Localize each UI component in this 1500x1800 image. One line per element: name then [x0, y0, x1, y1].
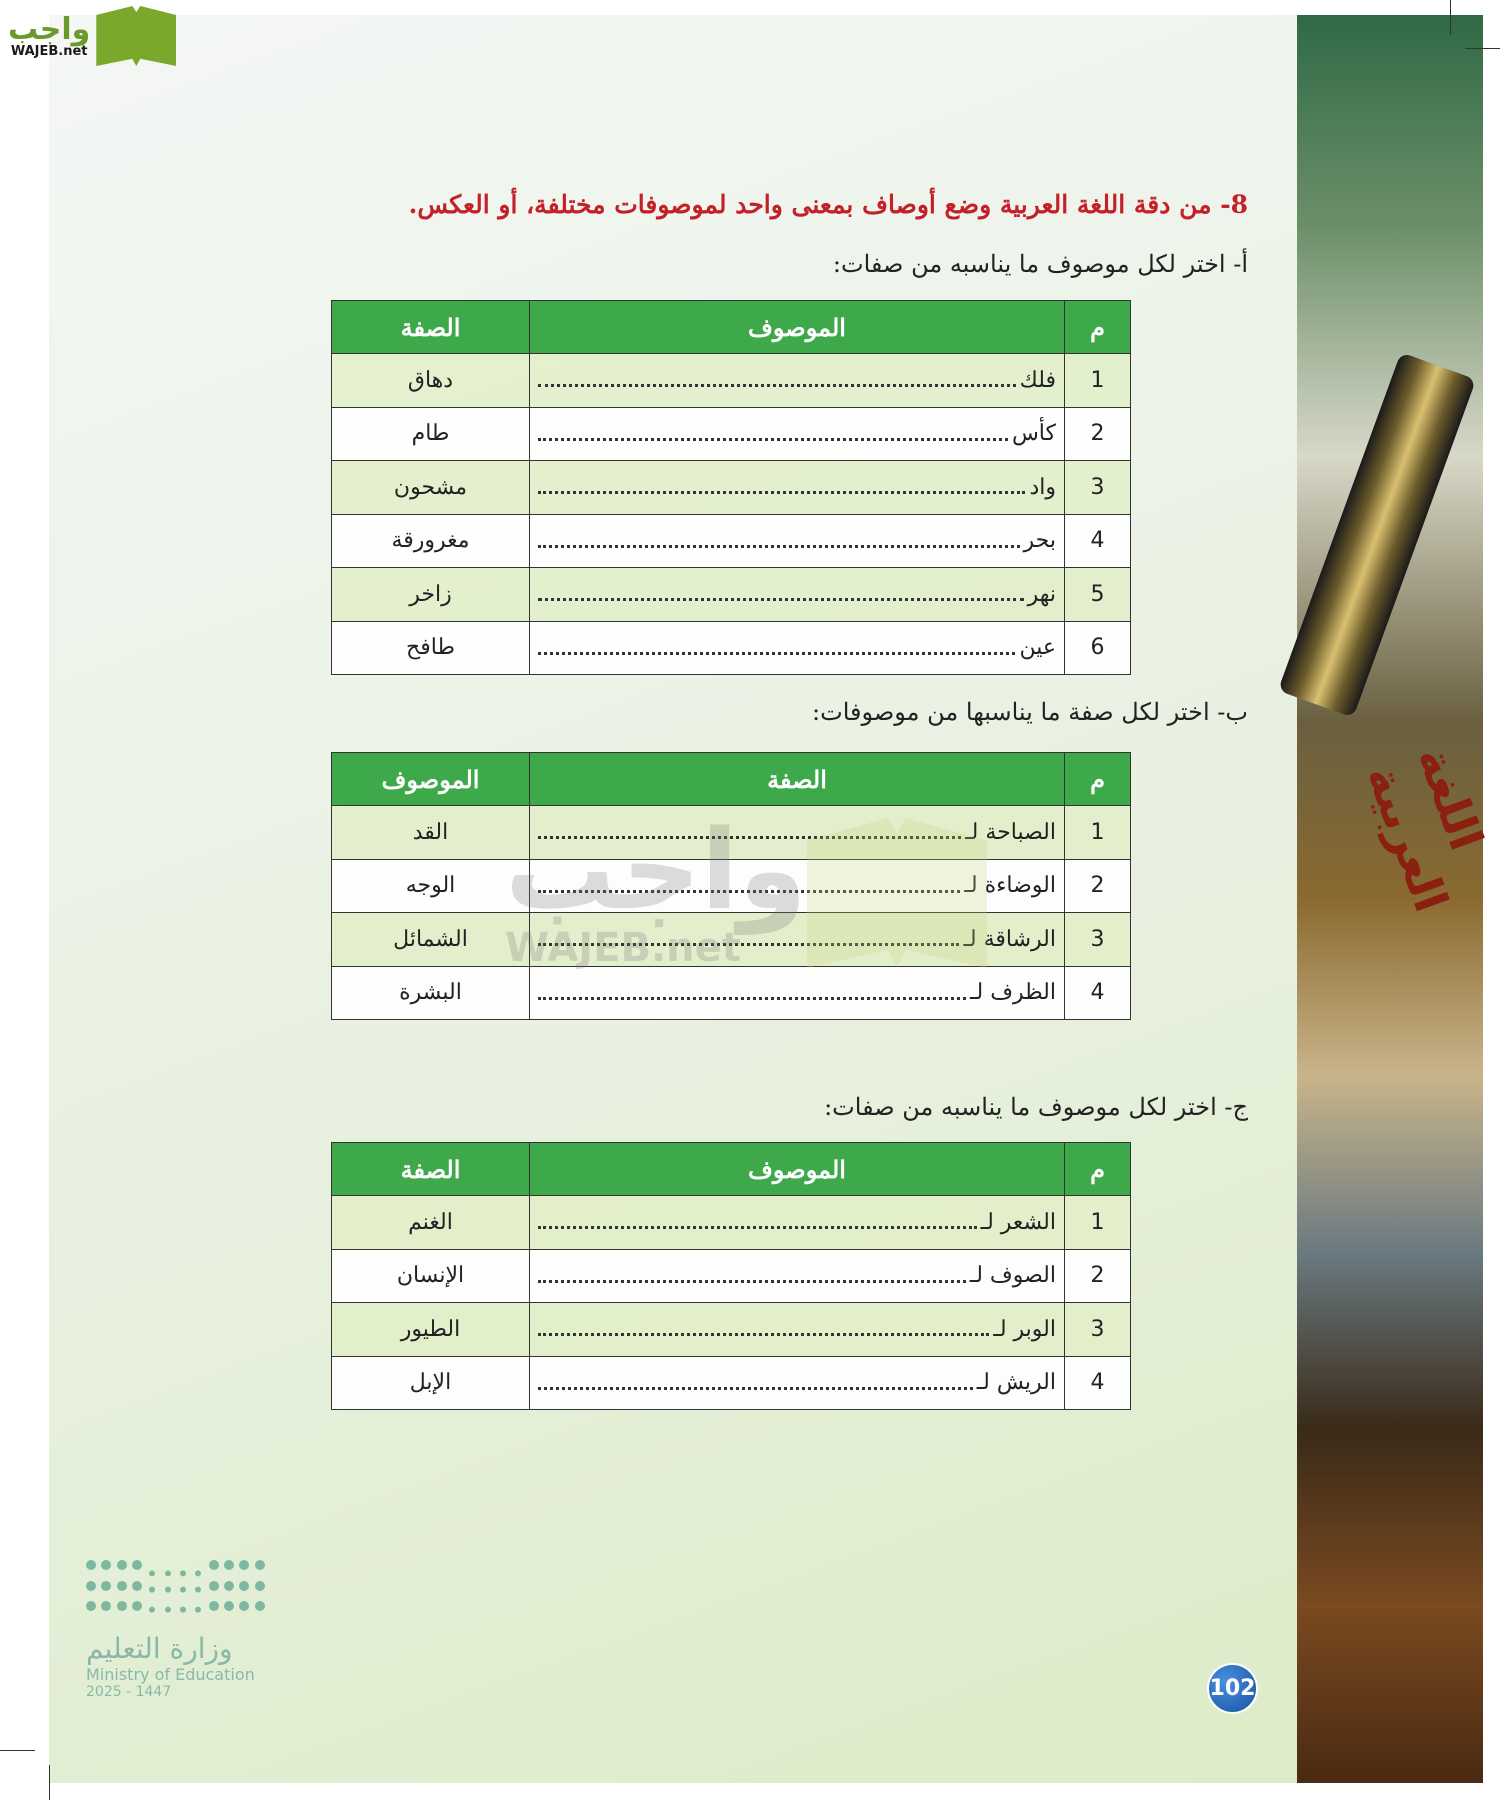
- dotted-answer-line[interactable]: [538, 1322, 989, 1336]
- row-number: 2: [1065, 1249, 1131, 1303]
- table-row: [332, 1356, 1131, 1410]
- dotted-answer-line[interactable]: [538, 825, 961, 839]
- dot: [132, 1581, 142, 1591]
- option-cell: طافح: [332, 621, 530, 675]
- dot: [132, 1560, 142, 1570]
- answer-cell[interactable]: [530, 806, 1065, 860]
- dot: [180, 1570, 186, 1576]
- dot: [117, 1601, 127, 1611]
- answer-cell[interactable]: [530, 913, 1065, 967]
- book-icon: [96, 6, 176, 66]
- column-header: الصفة: [530, 753, 1065, 806]
- dot: [255, 1601, 265, 1611]
- cell-label: بحر: [1023, 528, 1056, 554]
- table-row: [332, 461, 1131, 515]
- answer-cell[interactable]: [530, 407, 1065, 461]
- table-row: [332, 568, 1131, 622]
- column-header: الموصوف: [530, 301, 1065, 354]
- table-b: [331, 752, 1131, 1020]
- cell-label: الريش لـ: [976, 1370, 1056, 1396]
- ministry-ar: وزارة التعليم: [86, 1632, 233, 1665]
- row-number: 2: [1065, 859, 1131, 913]
- dot: [86, 1560, 96, 1570]
- ministry-year: 2025 - 1447: [86, 1684, 172, 1700]
- cell-label: الصوف لـ: [969, 1263, 1056, 1289]
- dot: [165, 1586, 171, 1592]
- cover-image-strip: [1297, 15, 1494, 1783]
- dot: [180, 1586, 186, 1592]
- dotted-answer-line[interactable]: [538, 534, 1020, 548]
- answer-cell[interactable]: [530, 966, 1065, 1020]
- ministry-logo: [86, 1560, 271, 1700]
- cell-label: نهر: [1027, 581, 1056, 607]
- row-number: 1: [1065, 806, 1131, 860]
- dot: [195, 1570, 201, 1576]
- crop-mark: [1465, 48, 1500, 49]
- section-b-heading: ب- اختر لكل صفة ما يناسبها من موصوفات:: [812, 698, 1248, 726]
- column-header: م: [1065, 1143, 1131, 1196]
- dot: [239, 1581, 249, 1591]
- row-number: 3: [1065, 461, 1131, 515]
- dot: [239, 1560, 249, 1570]
- table-row: [332, 1303, 1131, 1357]
- cell-label: الرشاقة لـ: [963, 926, 1056, 952]
- dot: [224, 1560, 234, 1570]
- dotted-answer-line[interactable]: [538, 986, 966, 1000]
- answer-cell[interactable]: [530, 859, 1065, 913]
- option-cell: طام: [332, 407, 530, 461]
- dot: [255, 1581, 265, 1591]
- dot: [165, 1607, 171, 1613]
- table-row: [332, 913, 1131, 967]
- crop-mark: [49, 1765, 50, 1800]
- dotted-answer-line[interactable]: [538, 587, 1024, 601]
- dotted-answer-line[interactable]: [538, 480, 1025, 494]
- dotted-answer-line[interactable]: [538, 641, 1015, 655]
- strip-label: اللغة العربية: [1356, 739, 1494, 919]
- dot: [149, 1586, 155, 1592]
- crop-mark: [1450, 0, 1451, 35]
- ministry-en: Ministry of Education: [86, 1665, 255, 1684]
- watermark-ar: واجب: [505, 806, 807, 934]
- option-cell: مشحون: [332, 461, 530, 515]
- column-header: الموصوف: [332, 753, 530, 806]
- dot: [101, 1601, 111, 1611]
- dot: [209, 1601, 219, 1611]
- dot: [180, 1607, 186, 1613]
- option-cell: الشمائل: [332, 913, 530, 967]
- row-number: 4: [1065, 966, 1131, 1020]
- table-row: [332, 859, 1131, 913]
- exercise-title: 8- من دقة اللغة العربية وضع أوصاف بمعنى واحد لموصوفات مختلفة، أو العكس.: [408, 190, 1248, 219]
- row-number: 1: [1065, 354, 1131, 408]
- answer-cell[interactable]: [530, 1356, 1065, 1410]
- row-number: 3: [1065, 1303, 1131, 1357]
- row-number: 2: [1065, 407, 1131, 461]
- row-number: 4: [1065, 1356, 1131, 1410]
- column-header: م: [1065, 301, 1131, 354]
- dotted-answer-line[interactable]: [538, 932, 959, 946]
- answer-cell[interactable]: [530, 568, 1065, 622]
- dot: [117, 1560, 127, 1570]
- table-header: [332, 1143, 1131, 1196]
- option-cell: الإنسان: [332, 1249, 530, 1303]
- option-cell: دهاق: [332, 354, 530, 408]
- dotted-answer-line[interactable]: [538, 879, 960, 893]
- page-number: 102: [1207, 1663, 1258, 1714]
- cell-label: عين: [1019, 635, 1056, 661]
- dot: [101, 1581, 111, 1591]
- answer-cell[interactable]: [530, 621, 1065, 675]
- cell-label: فلك: [1019, 367, 1056, 393]
- option-cell: الإبل: [332, 1356, 530, 1410]
- dot: [101, 1560, 111, 1570]
- option-cell: الغنم: [332, 1196, 530, 1250]
- logo-ar: واجب: [8, 11, 91, 47]
- cell-label: واد: [1029, 474, 1056, 500]
- dotted-answer-line[interactable]: [538, 1376, 973, 1390]
- crop-mark: [0, 1750, 35, 1751]
- wajeb-logo[interactable]: [8, 4, 193, 68]
- dot: [195, 1586, 201, 1592]
- option-cell: الطيور: [332, 1303, 530, 1357]
- row-number: 5: [1065, 568, 1131, 622]
- option-cell: القد: [332, 806, 530, 860]
- dot: [224, 1601, 234, 1611]
- row-number: 6: [1065, 621, 1131, 675]
- column-header: الموصوف: [530, 1143, 1065, 1196]
- cell-label: الظرف لـ: [970, 980, 1056, 1006]
- section-c-heading: ج- اختر لكل موصوف ما يناسبه من صفات:: [824, 1093, 1248, 1121]
- option-cell: الوجه: [332, 859, 530, 913]
- dot: [132, 1601, 142, 1611]
- row-number: 4: [1065, 514, 1131, 568]
- option-cell: زاخر: [332, 568, 530, 622]
- answer-cell[interactable]: [530, 1196, 1065, 1250]
- option-cell: البشرة: [332, 966, 530, 1020]
- dotted-answer-line[interactable]: [538, 427, 1008, 441]
- column-header: الصفة: [332, 1143, 530, 1196]
- dot: [149, 1607, 155, 1613]
- dotted-answer-line[interactable]: [538, 1215, 977, 1229]
- table-header: [332, 753, 1131, 806]
- table-row: [332, 407, 1131, 461]
- pen-image: [1278, 352, 1476, 718]
- section-a-heading: أ- اختر لكل موصوف ما يناسبه من صفات:: [832, 250, 1248, 278]
- dot: [224, 1581, 234, 1591]
- column-header: الصفة: [332, 301, 530, 354]
- cell-label: كأس: [1011, 421, 1056, 447]
- dot: [86, 1581, 96, 1591]
- dotted-answer-line[interactable]: [538, 1269, 966, 1283]
- answer-cell[interactable]: [530, 514, 1065, 568]
- column-header: م: [1065, 753, 1131, 806]
- logo-en: WAJEB.net: [10, 43, 88, 59]
- table-header: [332, 301, 1131, 354]
- cell-label: الشعر لـ: [980, 1209, 1056, 1235]
- dot: [209, 1560, 219, 1570]
- row-number: 1: [1065, 1196, 1131, 1250]
- dot: [255, 1560, 265, 1570]
- table-row: [332, 514, 1131, 568]
- dot: [86, 1601, 96, 1611]
- dot: [165, 1570, 171, 1576]
- table-c: [331, 1142, 1131, 1410]
- dot: [149, 1570, 155, 1576]
- cell-label: الوبر لـ: [993, 1316, 1056, 1342]
- table-row: [332, 1249, 1131, 1303]
- dot: [117, 1581, 127, 1591]
- table-row: [332, 806, 1131, 860]
- row-number: 3: [1065, 913, 1131, 967]
- dot: [195, 1607, 201, 1613]
- table-row: [332, 1196, 1131, 1250]
- dot: [209, 1581, 219, 1591]
- table-row: [332, 966, 1131, 1020]
- ministry-dots-icon: [86, 1560, 266, 1618]
- watermark-en: WAJEB.net: [505, 925, 741, 971]
- answer-cell[interactable]: [530, 354, 1065, 408]
- dotted-answer-line[interactable]: [538, 373, 1016, 387]
- table-row: [332, 354, 1131, 408]
- dot: [239, 1601, 249, 1611]
- answer-cell[interactable]: [530, 1249, 1065, 1303]
- cell-label: الوضاءة لـ: [964, 873, 1056, 899]
- table-a: [331, 300, 1131, 675]
- answer-cell[interactable]: [530, 461, 1065, 515]
- option-cell: مغرورقة: [332, 514, 530, 568]
- cell-label: الصباحة لـ: [965, 819, 1056, 845]
- answer-cell[interactable]: [530, 1303, 1065, 1357]
- table-row: [332, 621, 1131, 675]
